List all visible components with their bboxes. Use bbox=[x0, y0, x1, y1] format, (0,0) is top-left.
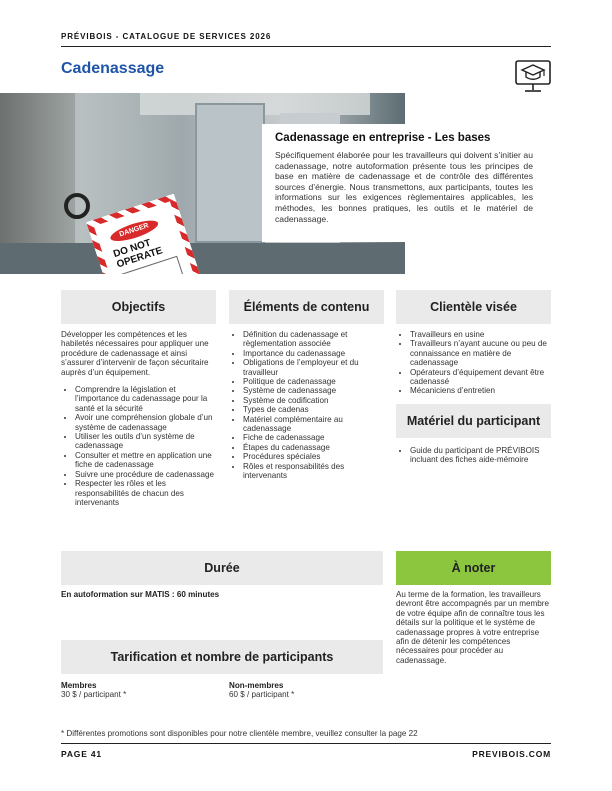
objectifs-list bbox=[61, 385, 216, 507]
anoter-heading: À noter bbox=[396, 551, 551, 585]
list-item: • Politique de cadenassage bbox=[243, 377, 384, 386]
nonmembres-price: 60 $ / participant * bbox=[229, 690, 295, 699]
website-link[interactable]: PREVIBOIS.COM bbox=[472, 749, 551, 759]
list-item: • Travailleurs n’ayant aucune ou peu de connaissance en matière de cadenassage bbox=[410, 339, 551, 367]
header-divider bbox=[61, 46, 551, 47]
list-item: • Travailleurs en usine bbox=[410, 330, 551, 339]
photo-floor bbox=[0, 243, 405, 274]
list-item: • Guide du participant de PRÉVIBOIS incluant des fiches aide-mémoire bbox=[410, 446, 551, 465]
list-item: • Utiliser les outils d’un système de cadenassage bbox=[75, 432, 216, 451]
list-item: • Opérateurs d’équipement devant être cadenassé bbox=[410, 368, 551, 387]
clientele-list bbox=[396, 330, 551, 396]
monitor-graduation-icon bbox=[514, 58, 552, 94]
anoter-text: Au terme de la formation, les travailleurs devront être accompagnés par un membre de votre équipe afin de connaître tous les détails sur la politique et le système de cadenassage propres à votre entreprise afin de détenir les compétences nécessaires pour procéder au cadenassage. bbox=[396, 590, 549, 665]
list-item: • Importance du cadenassage bbox=[243, 349, 384, 358]
list-item: • Mécaniciens d’entretien bbox=[410, 386, 551, 395]
photo-padlock-ring bbox=[64, 193, 90, 219]
list-item: • Matériel complémentaire au cadenassage bbox=[243, 415, 384, 434]
nonmembres-label: Non-membres bbox=[229, 681, 284, 690]
clientele-heading: Clientèle visée bbox=[396, 290, 551, 324]
list-item: • Système de cadenassage bbox=[243, 386, 384, 395]
objectifs-intro: Développer les compétences et les habiletés nécessaires pour appliquer une procédure de cadenassage et ainsi s’assurer d’intervenir de façon sécuritaire auprès d’un équipement. bbox=[61, 330, 209, 377]
section-title: Cadenassage bbox=[61, 60, 165, 77]
footnote: * Différentes promotions sont disponibles pour notre clientèle membre, veuillez consulter la page 22 bbox=[61, 729, 418, 738]
list-item: • Comprendre la législation et l’importance du cadenassage pour la santé et la sécurité bbox=[75, 385, 216, 413]
header-title: PRÉVIBOIS - CATALOGUE DE SERVICES 2026 bbox=[61, 32, 272, 41]
duree-text: En autoformation sur MATIS : 60 minutes bbox=[61, 590, 220, 599]
list-item: • Respecter les rôles et les responsabilités de chacun des intervenants bbox=[75, 479, 216, 507]
list-item: • Étapes du cadenassage bbox=[243, 443, 384, 452]
materiel-list bbox=[396, 446, 551, 465]
contenu-heading: Éléments de contenu bbox=[229, 290, 384, 324]
list-item: • Procédures spéciales bbox=[243, 452, 384, 461]
tarif-heading: Tarification et nombre de participants bbox=[61, 640, 383, 674]
clientele-block bbox=[396, 322, 551, 396]
danger-tag-label: DANGER bbox=[108, 216, 160, 245]
intro-box bbox=[262, 124, 546, 242]
intro-text: Spécifiquement élaborée pour les travailleurs qui doivent s’initier au cadenassage, notre autoformation présente tous les principes de base en matière de cadenassage et de contrôle des différentes sources d’énergie. Nous transmettons, aux participants, toutes les informations sur les exigences règlementaires applicables, les méthodes, les bonnes pratiques, les outils et le matériel de cadenassage. bbox=[275, 150, 533, 224]
list-item: • Rôles et responsabilités des intervenants bbox=[243, 462, 384, 481]
list-item: • Définition du cadenassage et règlementation associée bbox=[243, 330, 384, 349]
membres-label: Membres bbox=[61, 681, 97, 690]
objectifs-heading: Objectifs bbox=[61, 290, 216, 324]
contenu-block bbox=[229, 322, 384, 481]
list-item: • Suivre une procédure de cadenassage bbox=[75, 470, 216, 479]
list-item: • Système de codification bbox=[243, 396, 384, 405]
list-item: • Consulter et mettre en application une fiche de cadenassage bbox=[75, 451, 216, 470]
page-number: PAGE 41 bbox=[61, 749, 102, 759]
objectifs-block bbox=[61, 330, 216, 507]
list-item: • Avoir une compréhension globale d’un système de cadenassage bbox=[75, 413, 216, 432]
footer-divider bbox=[61, 743, 551, 744]
materiel-block bbox=[396, 438, 551, 465]
list-item: • Types de cadenas bbox=[243, 405, 384, 414]
list-item: • Obligations de l’employeur et du travailleur bbox=[243, 358, 384, 377]
materiel-heading: Matériel du participant bbox=[396, 404, 551, 438]
danger-tag-text: DO NOT OPERATE bbox=[111, 237, 165, 271]
danger-tag bbox=[86, 194, 208, 274]
list-item: • Fiche de cadenassage bbox=[243, 433, 384, 442]
membres-price: 30 $ / participant * bbox=[61, 690, 127, 699]
duree-heading: Durée bbox=[61, 551, 383, 585]
intro-title: Cadenassage en entreprise - Les bases bbox=[275, 132, 491, 144]
contenu-list bbox=[229, 330, 384, 481]
photo-electrical-panel bbox=[195, 103, 265, 243]
